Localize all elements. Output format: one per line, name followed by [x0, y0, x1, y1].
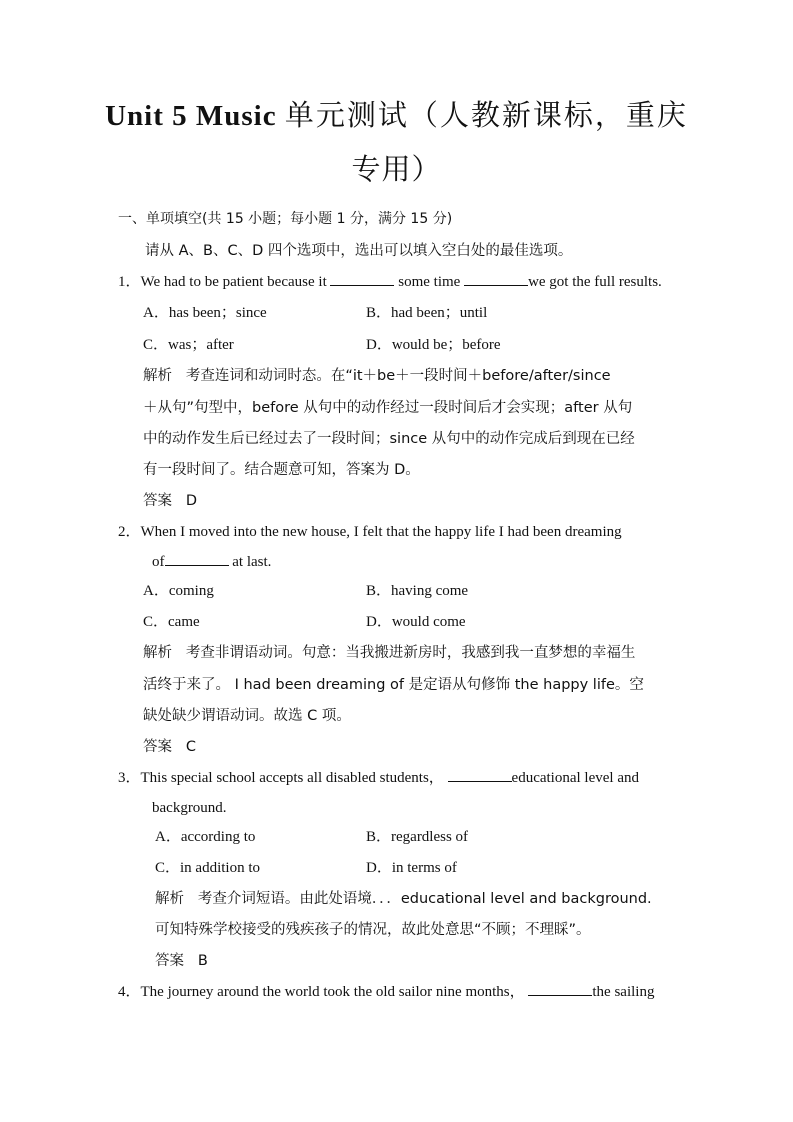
answer-value: B	[197, 953, 208, 969]
answer-value: D	[185, 493, 197, 509]
answer-label: 答案	[143, 739, 172, 755]
question-3-analysis-line-1	[155, 888, 652, 910]
section-instruction: 请从 A、B、C、D 四个选项中，选出可以填入空白处的最佳选项。	[145, 243, 573, 259]
question-3-option-d: D．in terms of	[366, 860, 457, 876]
analysis-label: 解析	[143, 368, 172, 384]
question-3-option-a: A．according to	[155, 829, 256, 845]
stem-text: We had to be patient because it	[140, 274, 327, 290]
analysis-text: 考查介词短语。由此处语境．．．educational level and background.	[197, 891, 652, 907]
stem-text: we got the full results.	[528, 274, 662, 290]
question-number: 4．	[118, 984, 141, 1000]
question-1-option-b: B．had been；until	[366, 305, 488, 321]
question-3-option-c: C．in addition to	[155, 860, 261, 876]
question-1-stem	[118, 271, 662, 293]
question-1-analysis-line-4: 有一段时间了。结合题意可知，答案为 D。	[143, 462, 420, 478]
answer-blank	[464, 271, 528, 286]
title-english: Unit 5 Music	[105, 100, 277, 132]
question-2-analysis-line-3: 缺处缺少谓语动词。故选 C 项。	[143, 708, 351, 724]
analysis-label: 解析	[155, 891, 184, 907]
question-1-analysis-line-3: 中的动作发生后已经过去了一段时间；since 从句中的动作完成后到现在已经	[143, 431, 635, 447]
question-2-stem-line-2	[152, 551, 271, 573]
question-4-stem	[118, 981, 654, 1003]
question-number: 1．	[118, 274, 141, 290]
question-2-stem-line-1	[118, 521, 622, 543]
question-1-option-a: A．has been；since	[143, 305, 267, 321]
stem-text: the sailing	[592, 984, 655, 1000]
stem-text: of	[152, 554, 165, 570]
question-number: 3．	[118, 770, 141, 786]
question-number: 2．	[118, 524, 141, 540]
question-2-option-b: B．having come	[366, 583, 469, 599]
question-1-option-d: D．would be；before	[366, 337, 501, 353]
stem-text: When I moved into the new house, I felt that the happy life I had been dreaming	[140, 524, 622, 540]
question-2-analysis-line-2: 活终于来了。 I had been dreaming of 是定语从句修饰 the happy life。空	[143, 677, 644, 693]
question-1-answer	[143, 490, 197, 512]
answer-blank	[528, 981, 592, 996]
answer-blank	[330, 271, 394, 286]
question-2-option-d: D．would come	[366, 614, 466, 630]
section-heading: 一、单项填空(共 15 小题；每小题 1 分，满分 15 分)	[118, 211, 453, 227]
question-3-analysis-line-2: 可知特殊学校接受的残疾孩子的情况，故此处意思“不顾；不理睬”。	[155, 922, 591, 938]
answer-value: C	[185, 739, 196, 755]
question-3-answer	[155, 950, 208, 972]
question-2-option-a: A．coming	[143, 583, 214, 599]
stem-text: This special school accepts all disabled students，	[140, 770, 444, 786]
stem-text: at last.	[232, 554, 272, 570]
question-1-analysis-line-2: ＋从句”句型中，before 从句中的动作经过一段时间后才会实现；after 从句	[143, 400, 633, 416]
analysis-text: 考查非谓语动词。句意：当我搬进新房时，我感到我一直梦想的幸福生	[185, 645, 636, 661]
document-title-line-2: 专用）	[351, 154, 442, 186]
answer-label: 答案	[155, 953, 184, 969]
question-1-analysis-line-1	[143, 365, 611, 387]
analysis-text: 考查连词和动词时态。在“it＋be＋一段时间＋before/after/since	[185, 368, 611, 384]
answer-blank	[165, 551, 229, 566]
document-title-line-1	[0, 95, 793, 136]
stem-text: some time	[398, 274, 461, 290]
question-3-stem-line-1	[118, 767, 639, 789]
question-3-stem-line-2: background.	[152, 800, 227, 816]
stem-text: educational level and	[511, 770, 639, 786]
question-2-analysis-line-1	[143, 642, 635, 664]
question-2-option-c: C．came	[143, 614, 200, 630]
stem-text: The journey around the world took the old sailor nine months，	[140, 984, 525, 1000]
answer-label: 答案	[143, 493, 172, 509]
answer-blank	[448, 767, 512, 782]
question-2-answer	[143, 736, 196, 758]
question-3-option-b: B．regardless of	[366, 829, 469, 845]
analysis-label: 解析	[143, 645, 172, 661]
title-chinese: 单元测试（人教新课标，重庆	[284, 98, 688, 132]
question-1-option-c: C．was；after	[143, 337, 234, 353]
